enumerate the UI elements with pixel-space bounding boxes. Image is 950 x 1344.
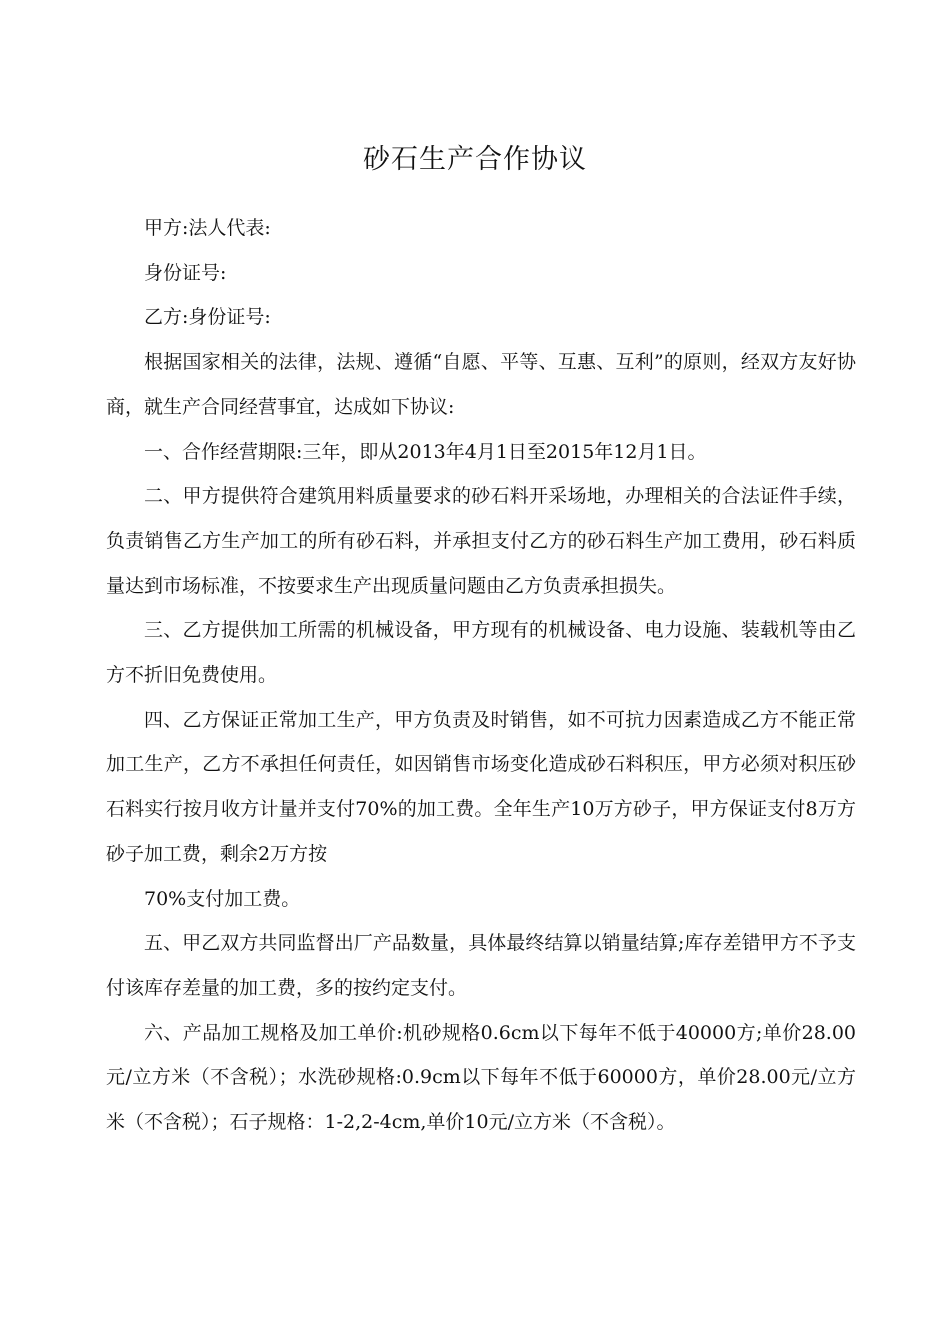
- clause-6: 六、产品加工规格及加工单价:机砂规格0.6cm以下每年不低于40000方;单价28.00元/立方米（不含税）；水洗砂规格:0.9cm以下每年不低于60000方，单价28.00元/立方米（不含税）；石子规格：1-2,2-4cm,单价10元/立方米（不含税）。: [106, 1021, 856, 1134]
- document-body: [106, 206, 856, 1145]
- clause-2: 二、甲方提供符合建筑用料质量要求的砂石料开采场地，办理相关的合法证件手续，负责销售乙方生产加工的所有砂石料，并承担支付乙方的砂石料生产加工费用，砂石料质量达到市场标准，不按要求生产出现质量问题由乙方负责承担损失。: [106, 485, 856, 597]
- clause-3: 三、乙方提供加工所需的机械设备，甲方现有的机械设备、电力设施、装载机等由乙方不折旧免费使用。: [106, 619, 856, 687]
- preamble-paragraph: 根据国家相关的法律，法规、遵循“自愿、平等、互惠、互利”的原则，经双方友好协商，就生产合同经营事宜，达成如下协议:: [106, 351, 856, 418]
- clause-4: 四、乙方保证正常加工生产，甲方负责及时销售，如不可抗力因素造成乙方不能正常加工生产，乙方不承担任何责任，如因销售市场变化造成砂石料积压，甲方必须对积压砂石料实行按月收方计量并支付70%的加工费。全年生产10万方砂子，甲方保证支付8万方砂子加工费，剩余2万方按: [106, 708, 856, 865]
- party-a-line: 甲方:法人代表:: [144, 217, 271, 239]
- clause-1: 一、合作经营期限:三年，即从2013年4月1日至2015年12月1日。: [144, 440, 707, 463]
- clause-4-continuation: 70%支付加工费。: [144, 887, 301, 910]
- document-title: 砂石生产合作协议: [363, 144, 587, 175]
- clause-5: 五、甲乙双方共同监督出厂产品数量，具体最终结算以销量结算;库存差错甲方不予支付该库存差量的加工费，多的按约定支付。: [106, 932, 856, 999]
- party-a-id-line: 身份证号:: [144, 261, 227, 284]
- party-b-line: 乙方:身份证号:: [144, 306, 271, 329]
